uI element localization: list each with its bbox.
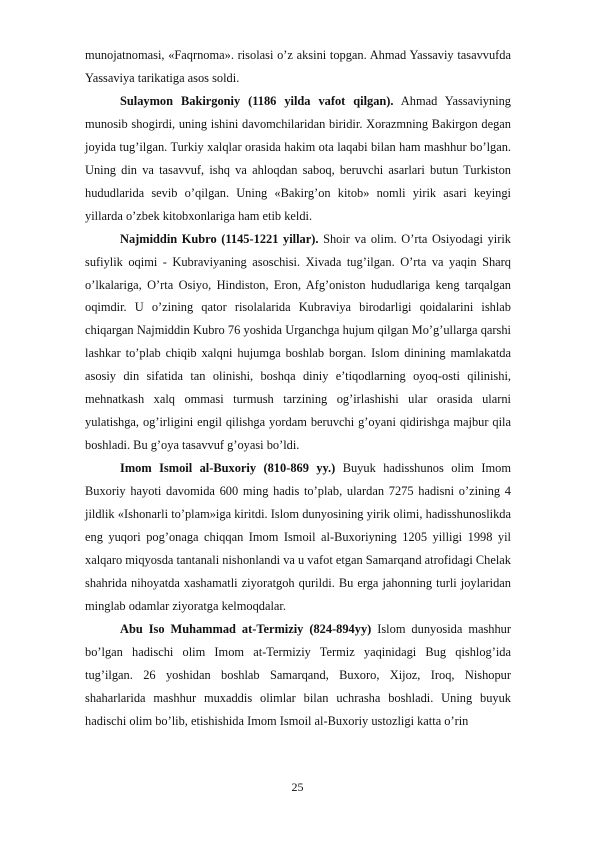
continuation-paragraph: munojatnomasi, «Faqrnoma». risolasi o’z aksini topgan. Ahmad Yassaviy tasavvufda Yassaviya tarikatiga asos soldi. bbox=[85, 48, 511, 85]
entry-term: Imom Ismoil al-Buxoriy (810-869 yy.) bbox=[120, 461, 336, 476]
entry-imom-buxoriy bbox=[85, 457, 511, 618]
entry-text: Islom dunyosida mashhur bo’lgan hadischi olim Imom at-Termiziy Termiz yaqinidagi Bug qishlog’ida tug’ilgan. 26 yoshidan boshlab Samarqand, Buxoro, Xijoz, Iroq, Nishopur shaharlarida mashhur muxaddis olimlar bilan uchrasha boshladi. Uning buyuk hadischi olim bo’lib, etishishida Imom Ismoil al-Buxoriy ustozligi katta o’rin bbox=[85, 621, 512, 728]
entry-term: Sulaymon Bakirgoniy (1186 yilda vafot qilgan). bbox=[120, 93, 394, 108]
entry-text: Shoir va olim. O’rta Osiyodagi yirik sufiylik oqimi - Kubraviyaning asoschisi. Xivada tug’ilgan. O’rta va yaqin Sharq o’lkalariga, O’rta Osiyo, Hindiston, Eron, Afg’oniston hududlariga keng tarqalgan oqimdir. U o’zining qator risolalarida Kubraviya birodarligi qoidalarini ishlab chiqargan Najmiddin Kubro 76 yoshida Urganchga hujum qilgan Mo’g’ullarga qarshi lashkar to’plab chiqib xalqni hujumga boshlab borgan. Islom dinining mamlakatda asosiy din sifatida tan olinishi, boshqa diniy e’tiqodlarning oyoq-osti qilinishi, mehnatkash xalq ommasi turmush tarzining og’irlashishi ular orasida ularni yulatishga, og’irligini engil qilishga yordam beruvchi g’oyani qidirishga majbur qila boshladi. Bu g’oya tasavvuf g’oyasi bo’ldi. bbox=[85, 231, 512, 453]
entry-term: Najmiddin Kubro (1145-1221 yillar). bbox=[120, 231, 319, 246]
document-page bbox=[85, 44, 511, 733]
entry-text: Ahmad Yassaviyning munosib shogirdi, uning ishini davomchilaridan biridir. Xorazmning Bakirgon degan joyida tug’ilgan. Turkiy xalqlar orasida hakim ota laqabi bilan ham mashhur bo’lgan. Uning din va tasavvuf, ishq va ahloqdan saboq, beruvchi asarlari butun Turkiston hududlarida sevib o’qilgan. Uning «Bakirg’on kitob» nomli yirik asari keyingi yillarda o’zbek kitobxonlariga ham etib keldi. bbox=[85, 93, 511, 223]
entry-najmiddin-kubro bbox=[85, 228, 511, 458]
page-number: 25 bbox=[291, 780, 304, 794]
entry-sulaymon-bakirgoniy bbox=[85, 90, 511, 228]
entry-text: Buyuk hadisshunos olim Imom Buxoriy hayoti davomida 600 ming hadis to’plab, ulardan 7275 hadisni o’zining 4 jildlik «Ishonarli to’plam»iga kiritdi. Islom dunyosining yirik olimi, hadisshunoslikda eng yuqori pog’onaga chiqqan Imom Ismoil al-Buxoriyning 1205 yilligi 1998 yil xalqaro miqyosda tantanali nishonlandi va u vafot etgan Samarqand atrofidagi Chelak shahrida nihoyatda xashamatli ziyoratgoh qurildi. Bu erga jahonning turli joylaridan minglab odamlar ziyoratga kelmoqdalar. bbox=[85, 461, 511, 613]
entry-imom-termiziy bbox=[85, 618, 511, 733]
entry-term: Abu Iso Muhammad at-Termiziy (824-894yy) bbox=[120, 621, 372, 636]
